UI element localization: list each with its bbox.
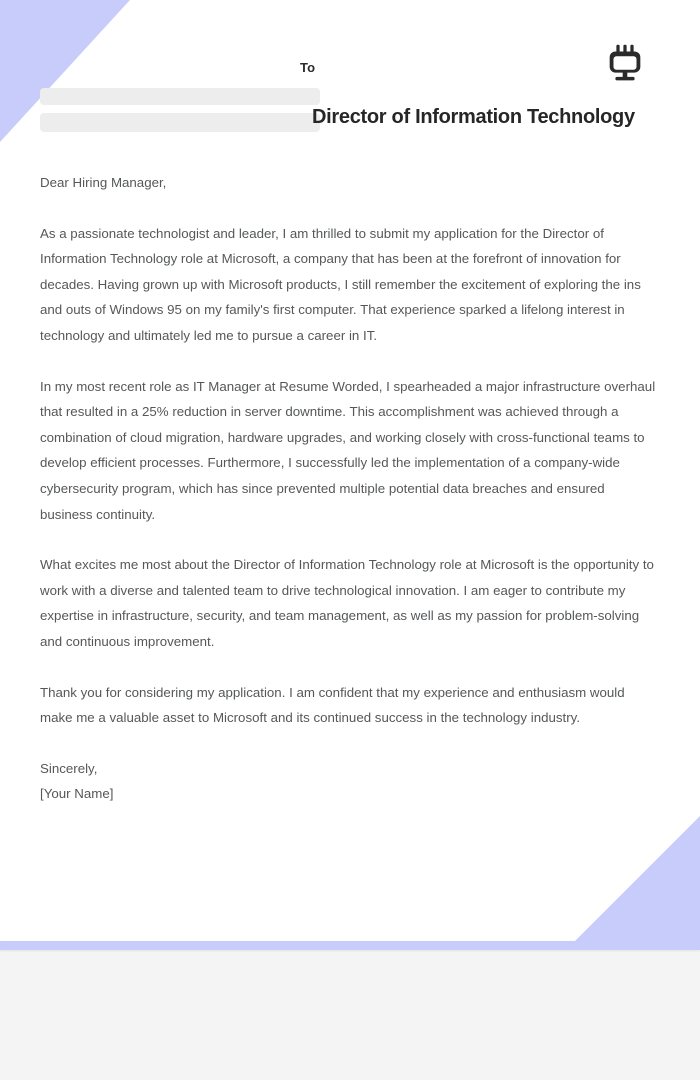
job-title: Director of Information Technology (312, 106, 635, 128)
letter-paragraph-3: What excites me most about the Director of Information Technology role at Microsoft is the opportunity to work with a diverse and talented team to drive technological innovation. I am eager to contribute my expertise in infrastructure, security, and team management, as well as my passion for problem-solving and continuous improvement. (40, 557, 654, 649)
letter-header (0, 0, 700, 150)
salutation: Dear Hiring Manager, (40, 175, 167, 190)
signature-line: [Your Name] (40, 786, 114, 802)
letter-body (40, 170, 660, 807)
recipient-address-placeholder (40, 113, 320, 132)
letter-paragraph-1: As a passionate technologist and leader, I am thrilled to submit my application for the Director of Information Technology role at Microsoft, a company that has been at the forefront of innovation for decades. Having grown up with Microsoft products, I still remember the excitement of exploring the ins and outs of Windows 95 on my family's first computer. That experience sparked a lifelong interest in technology and ultimately led me to pursue a career in IT. (40, 225, 641, 343)
decorative-corner-bottom-right (574, 816, 700, 942)
computer-monitor-icon (602, 40, 648, 86)
letter-paragraph-4: Thank you for considering my application. I am confident that my experience and enthusiasm would make me a valuable asset to Microsoft and its continued success in the technology industry. (40, 684, 625, 726)
decorative-bottom-band (0, 941, 700, 950)
recipient-name-placeholder (40, 88, 320, 105)
signoff-block (40, 756, 660, 807)
closing-line: Sincerely, (40, 760, 98, 776)
to-label: To (300, 60, 316, 75)
letter-paragraph-2: In my most recent role as IT Manager at Resume Worded, I spearheaded a major infrastructure overhaul that resulted in a 25% reduction in server downtime. This accomplishment was achieved through a combination of cloud migration, hardware upgrades, and working closely with cross-functional teams to develop efficient processes. Furthermore, I successfully led the implementation of a company-wide cybersecurity program, which has since prevented multiple potential data breaches and ensured business continuity. (40, 378, 656, 522)
